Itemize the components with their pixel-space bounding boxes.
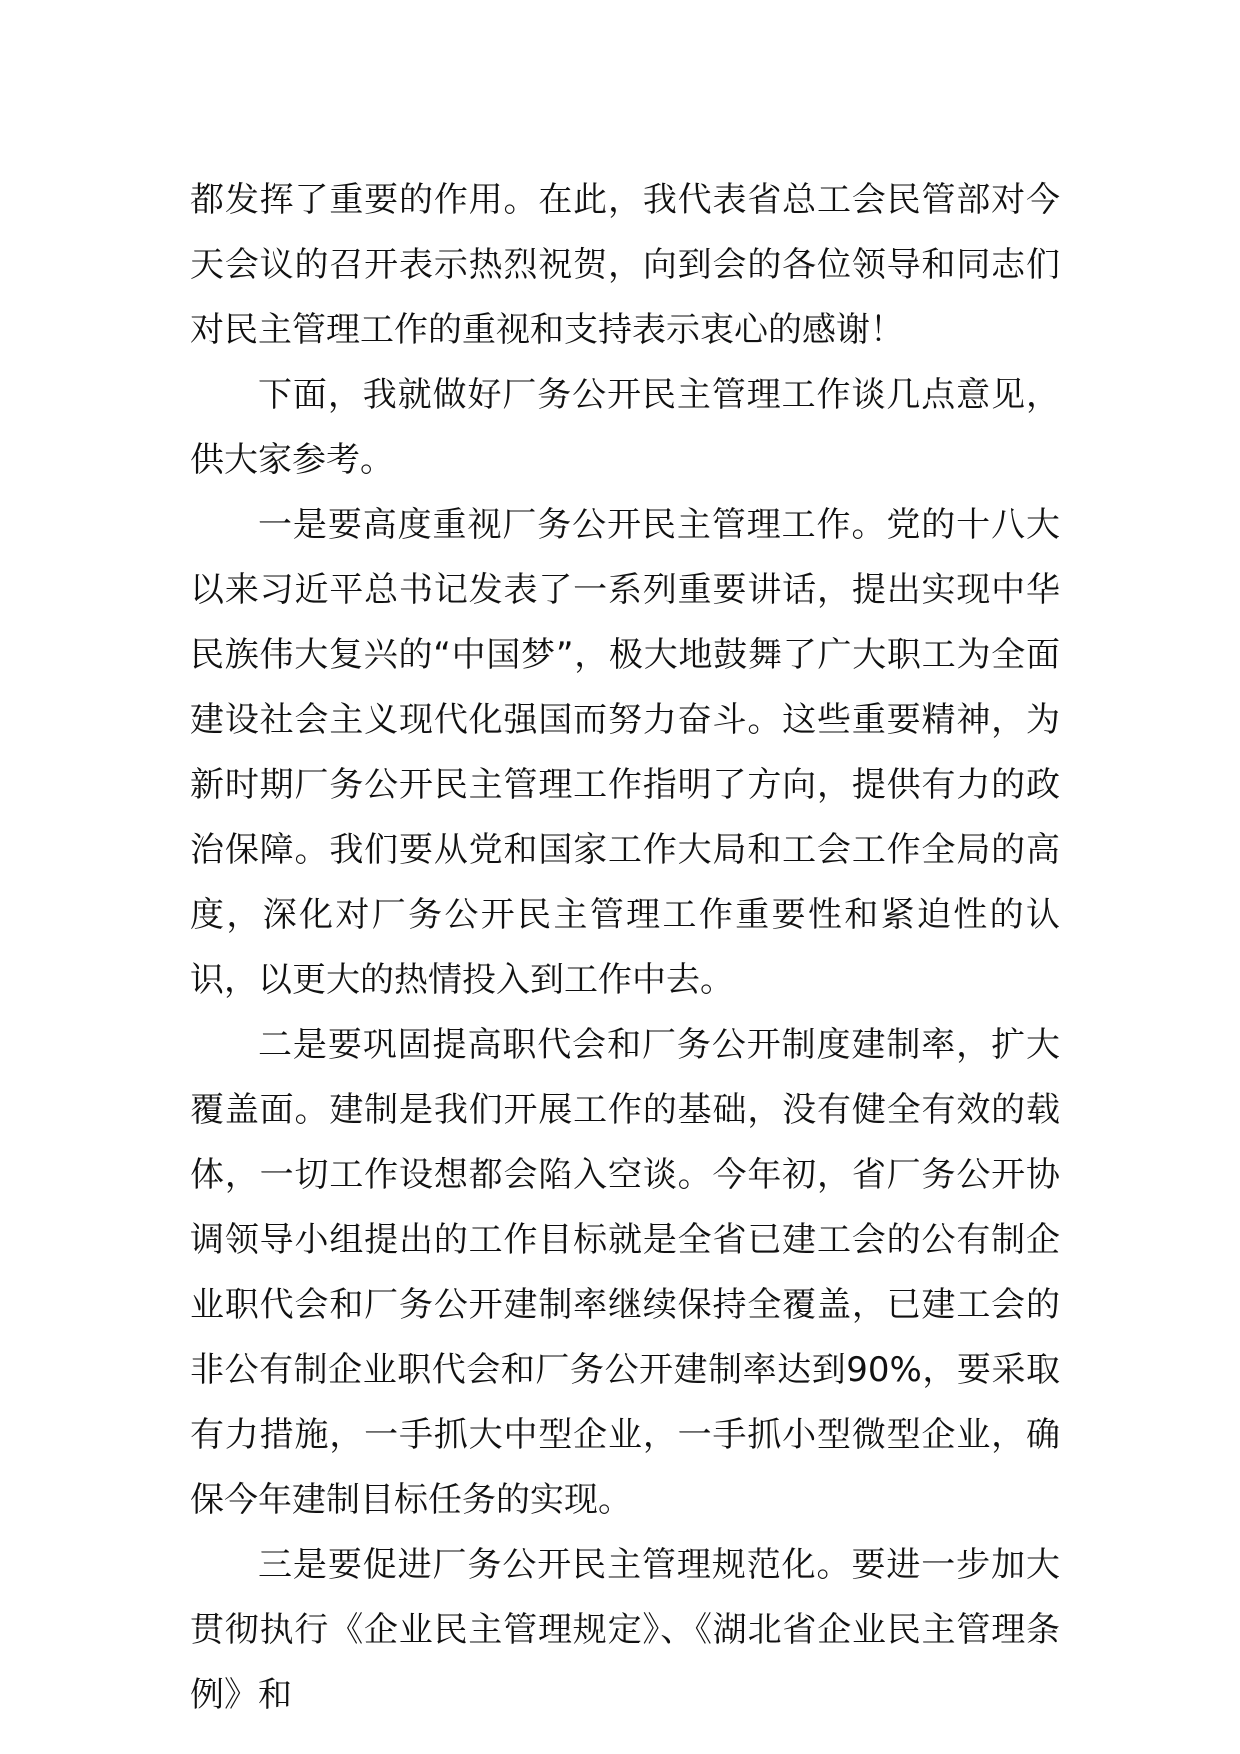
- paragraph-3: 一是要高度重视厂务公开民主管理工作。党的十八大以来习近平总书记发表了一系列重要讲话，提出实现中华民族伟大复兴的“中国梦”，极大地鼓舞了广大职工为全面建设社会主义现代化强国而努力奋斗。这些重要精神，为新时期厂务公开民主管理工作指明了方向，提供有力的政治保障。我们要从党和国家工作大局和工会工作全局的高度，深化对厂务公开民主管理工作重要性和紧迫性的认识，以更大的热情投入到工作中去。: [190, 505, 1060, 1000]
- paragraph-1: 都发挥了重要的作用。在此，我代表省总工会民管部对今天会议的召开表示热烈祝贺，向到会的各位领导和同志们对民主管理工作的重视和支持表示衷心的感谢！: [190, 180, 1060, 350]
- paragraph-4: 二是要巩固提高职代会和厂务公开制度建制率，扩大覆盖面。建制是我们开展工作的基础，没有健全有效的载体，一切工作设想都会陷入空谈。今年初，省厂务公开协调领导小组提出的工作目标就是全省已建工会的公有制企业职代会和厂务公开建制率继续保持全覆盖，已建工会的非公有制企业职代会和厂务公开建制率达到90%，要采取有力措施，一手抓大中型企业，一手抓小型微型企业，确保今年建制目标任务的实现。: [190, 1025, 1060, 1520]
- document-body: [190, 168, 1060, 1728]
- paragraph-5: 三是要促进厂务公开民主管理规范化。要进一步加大贯彻执行《企业民主管理规定》、《湖北省企业民主管理条例》和: [190, 1545, 1060, 1715]
- paragraph-2: 下面，我就做好厂务公开民主管理工作谈几点意见，供大家参考。: [190, 375, 1060, 480]
